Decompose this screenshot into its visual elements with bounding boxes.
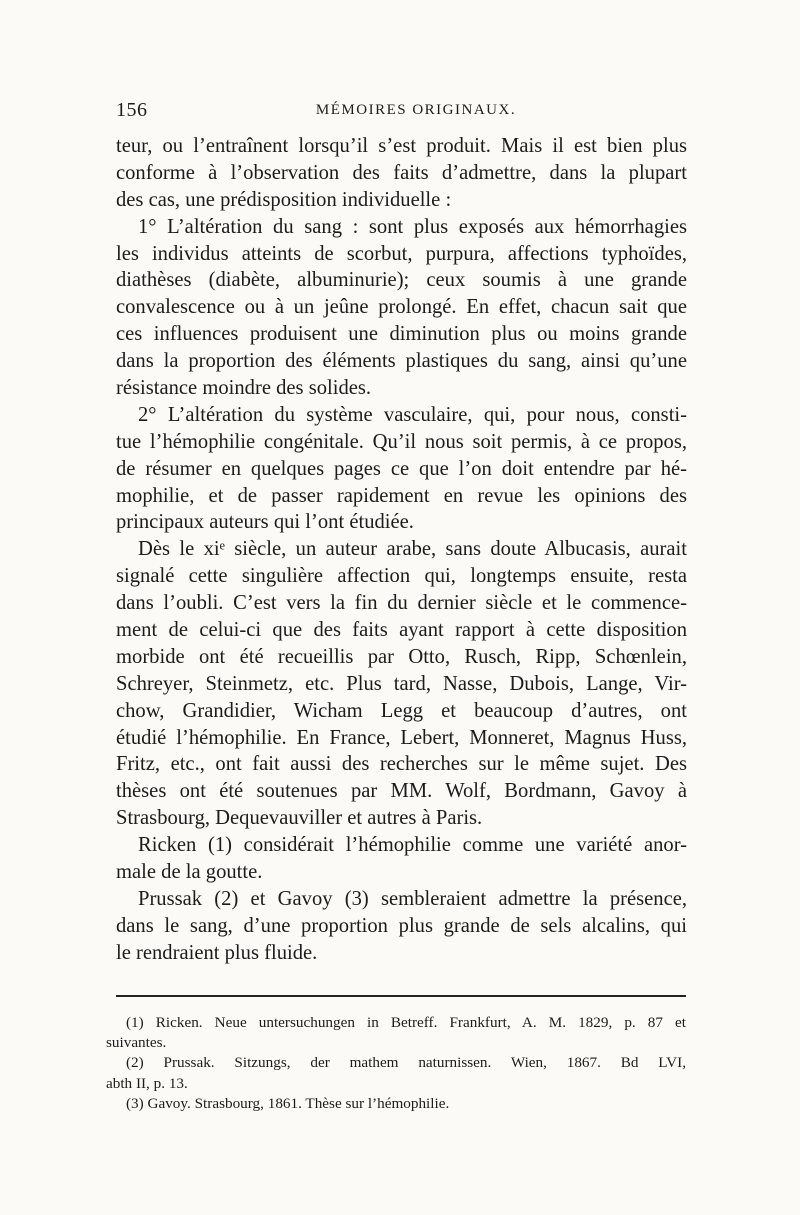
footnote-line: (3) Gavoy. Strasbourg, 1861. Thèse sur l’hémophilie. bbox=[126, 1094, 450, 1112]
text-line: thèses ont été soutenues par MM. Wolf, Bordmann, Gavoy à bbox=[116, 780, 687, 803]
body-text bbox=[116, 133, 687, 967]
footnote-line: abth II, p. 13. bbox=[106, 1074, 188, 1092]
text-line: des cas, une prédisposition individuelle : bbox=[116, 188, 452, 211]
text-line: Dès le xiᵉ siècle, un auteur arabe, sans doute Albucasis, aurait bbox=[138, 538, 687, 561]
text-line: teur, ou l’entraînent lorsqu’il s’est produit. Mais il est bien plus bbox=[116, 135, 687, 157]
text-line: signalé cette singulière affection qui, longtemps ensuite, resta bbox=[116, 565, 687, 588]
footnote-line: suivantes. bbox=[106, 1034, 167, 1052]
text-line: dans l’oubli. C’est vers la fin du dernier siècle et le commence- bbox=[116, 592, 687, 615]
text-line: tue l’hémophilie congénitale. Qu’il nous soit permis, à ce propos, bbox=[116, 430, 687, 453]
text-line: conforme à l’observation des faits d’admettre, dans la plupart bbox=[116, 161, 687, 184]
text-line: dans la proportion des éléments plastiques du sang, ainsi qu’une bbox=[116, 350, 687, 373]
text-line: les individus atteints de scorbut, purpura, affections typhoïdes, bbox=[116, 242, 687, 265]
text-line: résistance moindre des solides. bbox=[116, 377, 372, 400]
text-line: Prussak (2) et Gavoy (3) sembleraient admettre la présence, bbox=[138, 887, 687, 910]
footnote-line: (1) Ricken. Neue untersuchungen in Betreff. Frankfurt, A. M. 1829, p. 87 et bbox=[126, 1014, 686, 1031]
footnote-rule bbox=[116, 995, 686, 997]
text-line: principaux auteurs qui l’ont étudiée. bbox=[116, 511, 414, 534]
text-line: morbide ont été recueillis par Otto, Rusch, Ripp, Schœnlein, bbox=[116, 645, 687, 668]
footnotes bbox=[106, 1013, 686, 1114]
text-line: ment de celui-ci que des faits ayant rapport à cette disposition bbox=[116, 619, 687, 642]
text-line: mophilie, et de passer rapidement en revue les opinions des bbox=[116, 484, 687, 507]
running-title: MÉMOIRES ORIGINAUX. bbox=[315, 102, 517, 118]
text-line: chow, Grandidier, Wicham Legg et beaucoup d’autres, ont bbox=[116, 699, 687, 722]
footnote-line: (2) Prussak. Sitzungs, der mathem naturnissen. Wien, 1867. Bd LVI, bbox=[126, 1054, 686, 1072]
text-line: Strasbourg, Dequevauviller et autres à Paris. bbox=[116, 807, 483, 830]
text-line: 2° L’altération du système vasculaire, qui, pour nous, consti- bbox=[138, 403, 687, 426]
text-line: Ricken (1) considérait l’hémophilie comme une variété anor- bbox=[138, 834, 687, 857]
text-line: étudié l’hémophilie. En France, Lebert, Monneret, Magnus Huss, bbox=[116, 726, 687, 749]
page-number: 156 bbox=[116, 99, 148, 121]
text-line: 1° L’altération du sang : sont plus exposés aux hémorrhagies bbox=[138, 215, 687, 238]
text-line: male de la goutte. bbox=[116, 861, 263, 884]
text-line: convalescence ou à un jeûne prolongé. En effet, chacun sait que bbox=[116, 296, 687, 319]
text-line: diathèses (diabète, albuminurie); ceux soumis à une grande bbox=[116, 269, 687, 292]
text-line: ces influences produisent une diminution plus ou moins grande bbox=[116, 323, 687, 346]
text-line: le rendraient plus fluide. bbox=[116, 941, 318, 964]
text-line: de résumer en quelques pages ce que l’on doit entendre par hé- bbox=[116, 457, 687, 480]
text-line: Fritz, etc., ont fait aussi des recherches sur le même sujet. Des bbox=[116, 753, 687, 776]
page-header bbox=[116, 99, 686, 123]
text-line: dans le sang, d’une proportion plus grande de sels alcalins, qui bbox=[116, 914, 687, 937]
text-line: Schreyer, Steinmetz, etc. Plus tard, Nasse, Dubois, Lange, Vir- bbox=[116, 672, 687, 695]
